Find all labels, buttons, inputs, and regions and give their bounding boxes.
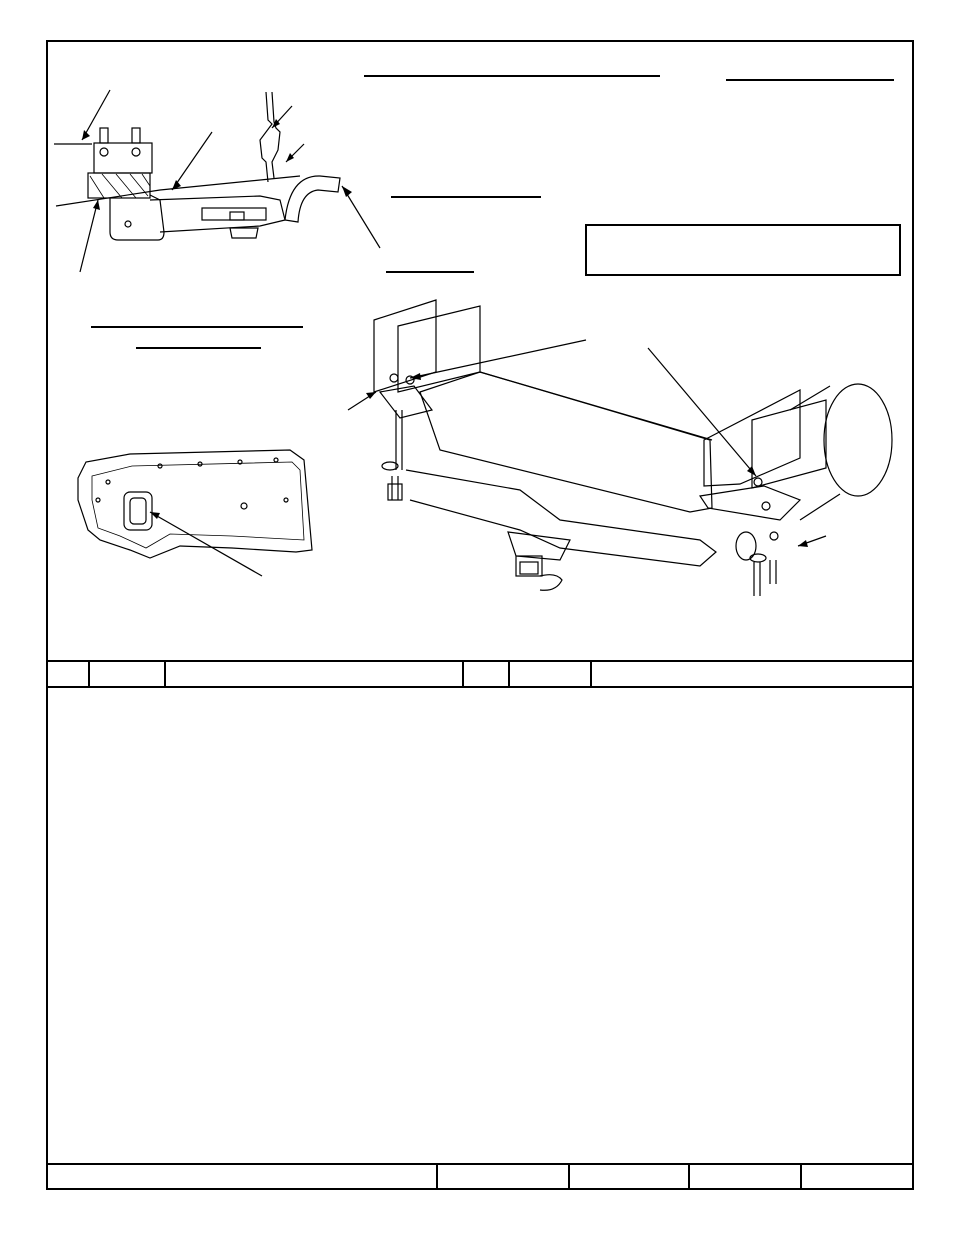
footer-divider: [800, 1165, 802, 1190]
parts-table-header: [48, 660, 914, 688]
footer-table: [48, 1163, 914, 1190]
table-divider: [462, 662, 464, 686]
hitch-isometric-drawing: [374, 300, 892, 596]
table-divider: [590, 662, 592, 686]
table-divider: [508, 662, 510, 686]
frame-rail-drawing: [78, 450, 312, 558]
leader-arrows: [80, 90, 826, 576]
footer-divider: [568, 1165, 570, 1190]
footer-divider: [436, 1165, 438, 1190]
table-divider: [164, 662, 166, 686]
footer-divider: [688, 1165, 690, 1190]
table-divider: [88, 662, 90, 686]
